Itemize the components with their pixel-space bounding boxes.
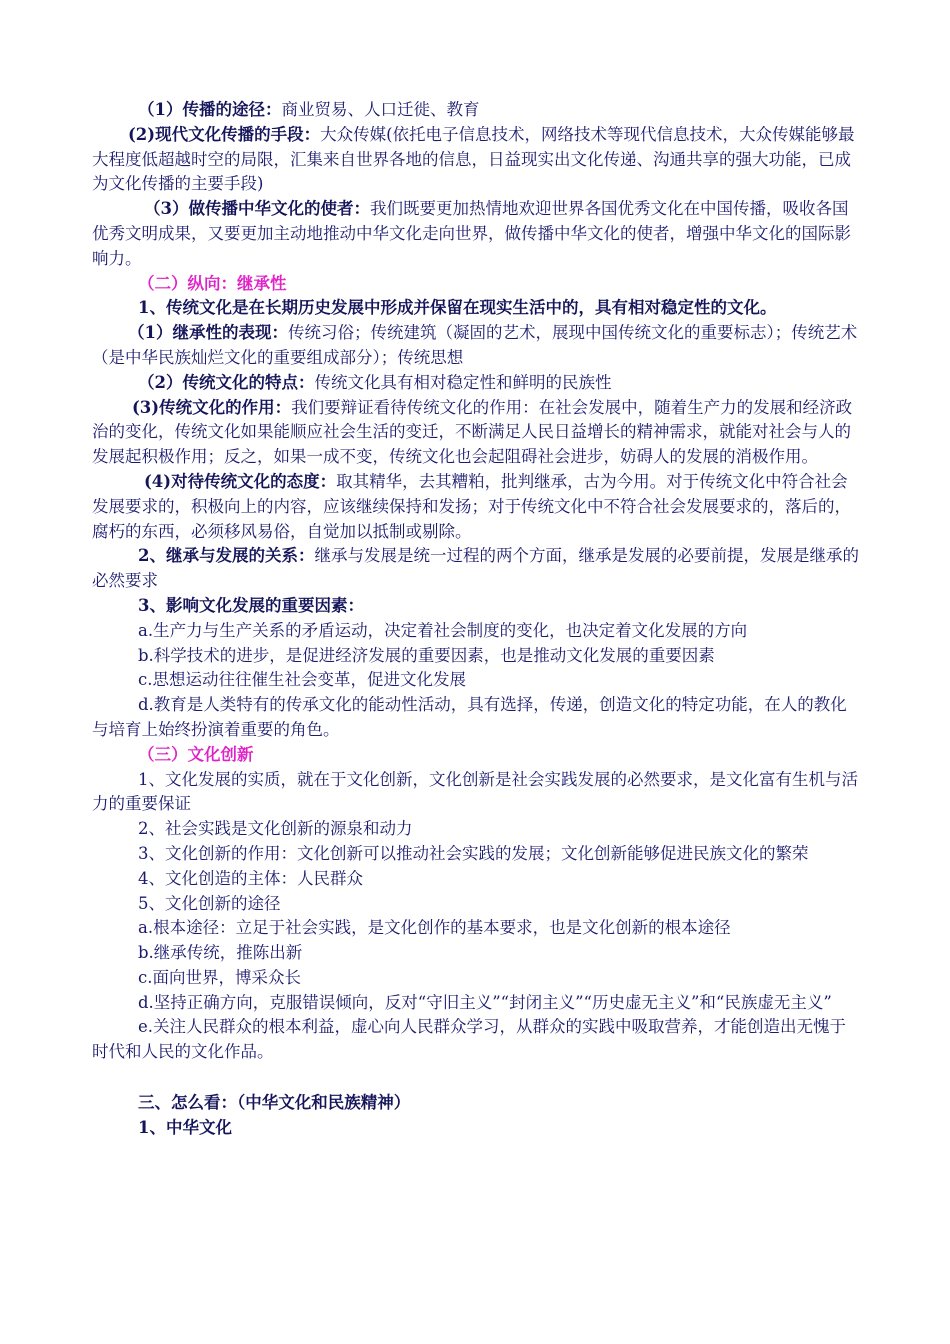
text-traits: 传统文化具有相对稳定性和鲜明的民族性 xyxy=(314,372,612,392)
text-inheritance-forms: 传统习俗；传统建筑（凝固的艺术，展现中国传统文化的重要标志）；传统艺术（是中华民族灿烂文化的重要组成部分）；传统思想 xyxy=(92,323,858,367)
list-item-factor-b: b.科学技术的进步，是促进经济发展的重要因素，也是推动文化发展的重要因素 xyxy=(138,645,715,665)
list-item-path-c: c.面向世界，博采众长 xyxy=(138,967,301,987)
paragraph-spread-routes xyxy=(92,98,862,123)
list-item-innovation-1: 1、文化发展的实质，就在于文化创新，文化创新是社会实践发展的必然要求，是文化富有生机与活力的重要保证 xyxy=(92,769,858,814)
list-item-factor-d: d.教育是人类特有的传承文化的能动性活动，具有选择，传递，创造文化的特定功能，在人的教化与培育上始终扮演着重要的角色。 xyxy=(92,695,847,739)
list-item-factor-c: c.思想运动往往催生社会变革，促进文化发展 xyxy=(138,670,466,690)
heading-chinese-culture: 1、中华文化 xyxy=(138,1117,232,1137)
paragraph-inheritance-forms xyxy=(92,321,862,371)
text-inherit-develop: 继承与发展是统一过程的两个方面，继承是发展的必要前提，发展是继承的必然要求 xyxy=(92,546,859,591)
list-item-innovation-3: 3、文化创新的作用：文化创新可以推动社会实践的发展；文化创新能够促进民族文化的繁荣 xyxy=(138,843,809,863)
paragraph-traits xyxy=(92,371,862,396)
heading-factors: 3、影响文化发展的重要因素： xyxy=(138,595,364,615)
list-item-innovation-2: 2、社会实践是文化创新的源泉和动力 xyxy=(138,819,413,839)
text-attitude: 取其精华，去其糟粕，批判继承，古为今用。对于传统文化中符合社会发展要求的，积极向上的内容，应该继续保持和发扬；对于传统文化中不符合社会发展要求的，落后的，腐朽的东西，必须移风易俗，自觉加以抵制或剔除。 xyxy=(92,471,851,541)
heading-spread-routes: （1）传播的途径： xyxy=(138,100,282,119)
heading-modern-means: (2)现代文化传播的手段： xyxy=(128,124,321,144)
paragraph-role xyxy=(92,396,862,470)
list-item-path-e: e.关注人民群众的根本利益，虚心向人民群众学习，从群众的实践中吸取营养，才能创造出无愧于时代和人民的文化作品。 xyxy=(92,1017,847,1062)
list-item-factor-a: a.生产力与生产关系的矛盾运动，决定着社会制度的变化，也决定着文化发展的方向 xyxy=(138,620,748,640)
list-item-path-d: d.坚持正确方向，克服错误倾向，反对“守旧主义”“封闭主义”“历史虚无主义”和“民族虚无主义” xyxy=(138,992,832,1012)
paragraph-modern-means xyxy=(92,123,862,197)
section-title-innovation: （三）文化创新 xyxy=(138,744,254,764)
paragraph-traditional-culture-def: 1、传统文化是在长期历史发展中形成并保留在现实生活中的，具有相对稳定性的文化。 xyxy=(138,298,777,318)
paragraph-envoy xyxy=(92,197,862,271)
list-item-path-b: b.继承传统，推陈出新 xyxy=(138,943,303,963)
paragraph-inherit-develop xyxy=(92,544,862,594)
document-page xyxy=(92,98,862,1141)
text-modern-means: 大众传媒(依托电子信息技术，网络技术等现代信息技术，大众传媒能够最大程度低超越时空的局限，汇集来自世界各地的信息，日益现实出文化传递、沟通共享的强大功能，已成为文化传播的主要手段) xyxy=(92,124,855,194)
heading-role: (3)传统文化的作用： xyxy=(132,397,292,417)
heading-traits: （2）传统文化的特点： xyxy=(138,372,315,392)
heading-envoy: （3）做传播中华文化的使者： xyxy=(144,199,370,219)
list-item-path-a: a.根本途径：立足于社会实践，是文化创作的基本要求，也是文化创新的根本途径 xyxy=(138,918,731,938)
list-item-innovation-5: 5、文化创新的途径 xyxy=(138,893,281,913)
section-title-inheritance: （二）纵向：继承性 xyxy=(138,273,287,293)
text-spread-routes: 商业贸易、人口迁徙、教育 xyxy=(281,100,480,119)
heading-attitude: (4)对待传统文化的态度： xyxy=(144,471,337,491)
heading-part-three: 三、怎么看：（中华文化和民族精神） xyxy=(138,1093,411,1113)
paragraph-attitude xyxy=(92,470,862,544)
text-role: 我们要辩证看待传统文化的作用：在社会发展中，随着生产力的发展和经济政治的变化，传统文化如果能顺应社会生活的变迁，不断满足人民日益增长的精神需求，就能对社会与人的发展起积极作用；反之，如果一成不变，传统文化也会起阻碍社会进步，妨碍人的发展的消极作用。 xyxy=(92,397,853,467)
text-envoy: 我们既要更加热情地欢迎世界各国优秀文化在中国传播，吸收各国优秀文明成果，又要更加主动地推动中华文化走向世界，做传播中华文化的使者，增强中华文化的国际影响力。 xyxy=(92,199,851,268)
heading-inheritance-forms: （1）继承性的表现： xyxy=(128,323,288,343)
heading-inherit-develop: 2、继承与发展的关系： xyxy=(138,546,315,566)
list-item-innovation-4: 4、文化创造的主体：人民群众 xyxy=(138,868,363,888)
blank-line xyxy=(92,1065,862,1091)
